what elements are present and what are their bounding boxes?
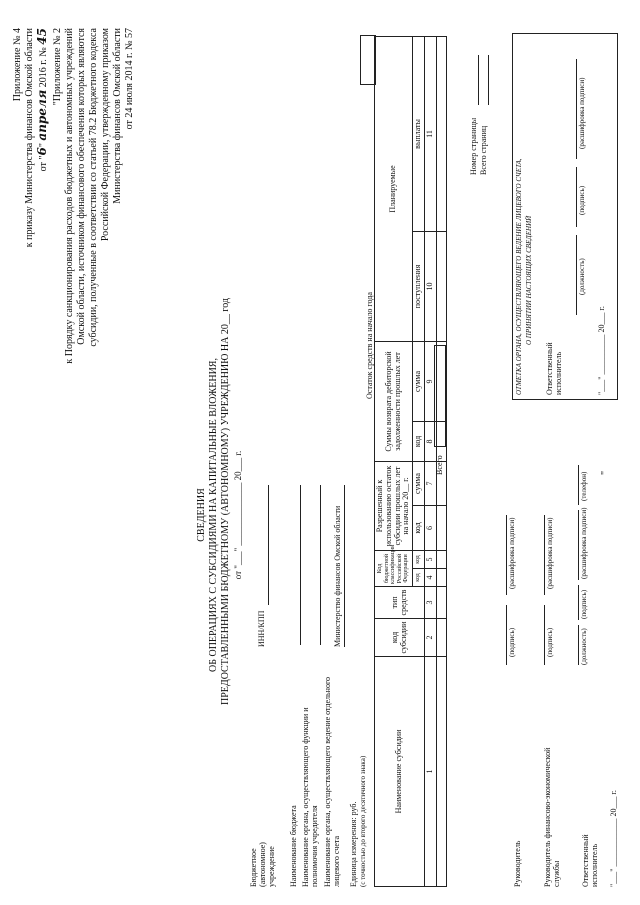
header-payments: выплаты — [413, 36, 425, 231]
approval-executor-label: Ответственный исполнитель — [545, 342, 563, 395]
header-bkk-code-2: код — [413, 551, 425, 569]
handwritten-month: апреля — [35, 89, 49, 141]
institution-label: Бюджетное (автономное) учреждение — [249, 842, 276, 887]
executor-decode-line — [578, 510, 579, 580]
total-label: Всего — [435, 455, 444, 475]
header-name: Наименование субсидии — [375, 657, 425, 887]
header-bkk-code: код — [413, 569, 425, 587]
organ-label: Наименование органа, осуществляющего функции и полномочия учредителя — [301, 707, 319, 887]
head-sign-caption: (подпись) — [508, 627, 516, 657]
organ-line — [320, 485, 321, 645]
pages-total-label: Всего страниц — [479, 125, 488, 175]
account-organ-label: Наименование органа, осуществляющего ведение отдельного лицевого счета — [323, 676, 341, 887]
col-num-8: 8 — [425, 421, 437, 461]
unit-precision: (с точностью до второго десятичного знака) — [359, 755, 367, 887]
header-receipts: поступления — [413, 231, 425, 341]
col-num-1: 1 — [425, 657, 437, 887]
header-bkk: Код бюджетной классификации Российской Федерации — [375, 551, 413, 587]
executor-position-line — [578, 625, 579, 665]
header-permitted-sum: сумма — [413, 461, 425, 505]
title-date: от "___" ______________ 20___ г. — [233, 450, 243, 580]
approval-decode-line — [576, 59, 577, 159]
unit-label: Единица измерения: руб. — [349, 801, 358, 887]
ministry-name: Министерство финансов Омской области — [333, 505, 342, 647]
procedure-line-3: субсидии, полученные в соответствии со статьей 78.2 Бюджетного кодекса — [88, 28, 99, 347]
procedure-line-1: к Порядку санкционирования расходов бюджетных и автономных учреждений — [64, 28, 75, 364]
finance-decode-line — [544, 515, 545, 595]
executor-position-caption: (должность) — [580, 628, 588, 665]
executor-phone-caption: (телефон) — [580, 471, 588, 501]
header-debts-sum: сумма — [413, 341, 425, 421]
inn-label: ИНН/КПП — [257, 610, 266, 647]
finance-sign-line — [544, 605, 545, 665]
approval-position-caption: (должность) — [578, 258, 586, 295]
col-num-10: 10 — [425, 231, 437, 341]
balance-start-label: Остаток средств на начало года — [365, 292, 374, 399]
header-type: тип средств — [375, 587, 425, 619]
header-debts-code: код — [413, 421, 425, 461]
procedure-line-5: Министерства финансов Омской области — [112, 28, 123, 204]
col-num-4: 4 — [425, 569, 437, 587]
procedure-line-4: Российской Федерации, утвержденному приказом — [100, 28, 111, 242]
procedure-line-2: Омской области, источником финансового обеспечения которых являются — [76, 28, 87, 345]
page-number-line — [478, 55, 479, 105]
col-num-9: 9 — [425, 341, 437, 421]
signature-date: "___" ____________ 20___ г. — [609, 790, 618, 887]
col-num-11: 11 — [425, 36, 437, 231]
col-num-6: 6 — [425, 506, 437, 551]
header-permitted-code: код — [413, 506, 425, 551]
approval-mark-subtitle: О ПРИНЯТИИ НАСТОЯЩИХ СВЕДЕНИЙ — [525, 215, 533, 345]
head-decode-line — [506, 515, 507, 595]
header-planned: Планируемые — [375, 36, 413, 341]
procedure-line-6: от 24 июля 2014 г. № 57 — [124, 28, 135, 130]
executor-sign-line — [578, 585, 579, 620]
finance-label: Руководитель финансово-экономической службы — [543, 747, 561, 887]
col-num-3: 3 — [425, 587, 437, 619]
finance-sign-caption: (подпись) — [546, 627, 554, 657]
closing-quote: " — [600, 470, 611, 475]
header-code: код субсидии — [375, 619, 425, 657]
inn-line — [268, 485, 269, 605]
approval-mark-title: ОТМЕТКА ОРГАНА, ОСУЩЕСТВЛЯЮЩЕГО ВЕДЕНИЕ ЛИЦЕВОГО СЧЕТА, — [515, 158, 523, 395]
executor-sign-caption: (подпись) — [580, 589, 588, 619]
approval-sign-caption: (подпись) — [578, 185, 586, 215]
col-num-7: 7 — [425, 461, 437, 505]
header-debts: Суммы возврата дебиторской задолженности прошлых лет — [375, 341, 413, 461]
approval-decode-caption: (расшифровка подписи) — [578, 77, 586, 149]
ministry-line — [344, 485, 345, 647]
title-line-3: ПРЕДОСТАВЛЕННЫМИ БЮДЖЕТНОМУ (АВТОНОМНОМУ) УЧРЕЖДЕНИЮ НА 20__ год — [220, 297, 231, 705]
finance-decode-caption: (расшифровка подписи) — [546, 517, 554, 589]
approval-sign-line — [576, 167, 577, 227]
approval-date: "___" __________ 20___ г. — [597, 306, 606, 395]
appendix-2-label: "Приложение № 2 — [52, 28, 63, 106]
approval-position-line — [576, 235, 577, 315]
budget-line — [300, 485, 301, 645]
page-number-label: Номер страницы — [469, 117, 478, 175]
budget-label: Наименование бюджета — [289, 805, 298, 887]
total-box — [434, 345, 446, 447]
head-sign-line — [506, 605, 507, 665]
executor-phone-line — [578, 465, 579, 505]
executor-label: Ответственный исполнитель — [581, 834, 599, 887]
handwritten-day: 6 — [35, 147, 49, 156]
executor-decode-caption: (расшифровка подписи) — [580, 507, 588, 579]
handwritten-number: 45 — [35, 28, 49, 45]
order-line: к приказу Министерства финансов Омской области — [24, 28, 35, 248]
header-permitted: Разрешенный к использованию остаток субсидии прошлых лет на начало 20__ г. — [375, 461, 413, 550]
head-decode-caption: (расшифровка подписи) — [508, 517, 516, 589]
appendix-4-label: Приложение № 4 — [12, 28, 23, 102]
order-date: от "6" апреля 2016 г. № 45 — [35, 28, 49, 172]
pages-total-line — [488, 55, 489, 105]
col-num-2: 2 — [425, 619, 437, 657]
head-label: Руководитель — [513, 840, 522, 887]
col-num-5: 5 — [425, 551, 437, 569]
title-svedeniya: СВЕДЕНИЯ — [196, 488, 207, 542]
title-line-2: ОБ ОПЕРАЦИЯХ С СУБСИДИЯМИ НА КАПИТАЛЬНЫЕ ВЛОЖЕНИЯ, — [208, 358, 219, 672]
